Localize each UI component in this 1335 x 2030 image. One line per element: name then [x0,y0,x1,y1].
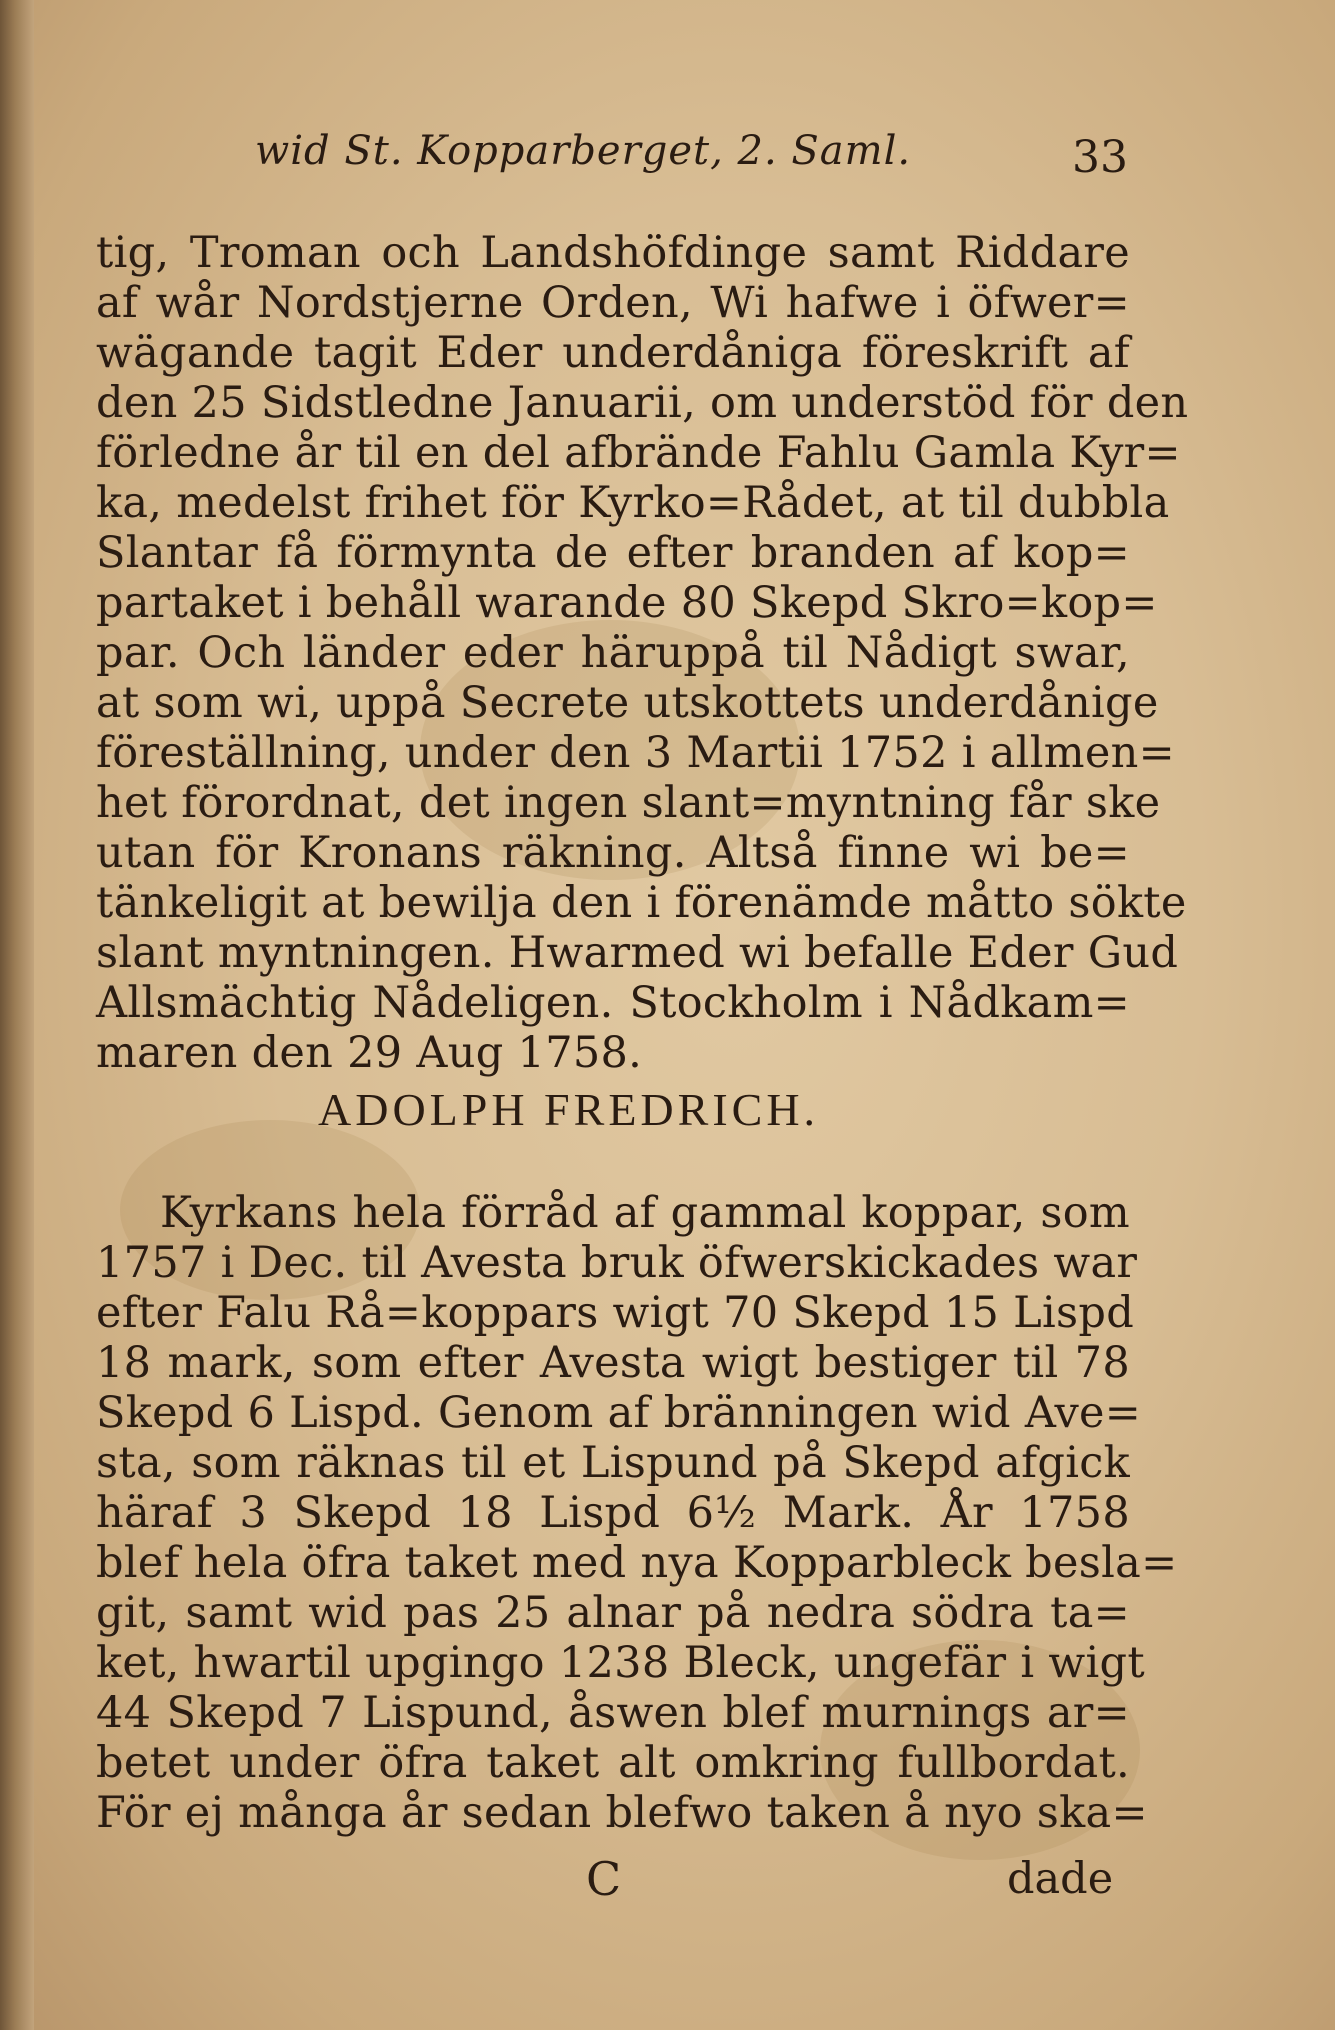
text-line: het förordnat, det ingen slant=myntning får ske [96,778,1161,828]
text-line: par. Och länder eder häruppå til Nådigt swar, [96,628,1130,678]
text-line: wägande tagit Eder underdåniga föreskrift af [96,328,1130,378]
text-line: tig, Troman och Landshöfdinge samt Riddare [96,228,1130,278]
book-spine-shadow [0,0,34,2030]
text-line: efter Falu Rå=koppars wigt 70 Skepd 15 Lispd [96,1288,1135,1338]
text-line: förledne år til en del afbrände Fahlu Gamla Kyr= [96,428,1181,478]
text-line: 1757 i Dec. til Avesta bruk öfwerskickades war [96,1238,1138,1288]
text-line: Allsmächtig Nådeligen. Stockholm i Nådkam= [96,978,1130,1028]
text-line: 18 mark, som efter Avesta wigt bestiger til 78 [96,1338,1130,1388]
signature-mark: C [586,1852,622,1906]
text-line: blef hela öfra taket med nya Kopparbleck besla= [96,1538,1178,1588]
text-line: slant myntningen. Hwarmed wi befalle Eder Gud [96,928,1179,978]
text-line: partaket i behåll warande 80 Skepd Skro=kop= [96,578,1158,628]
text-line: Slantar få förmynta de efter branden af kop= [96,528,1130,578]
text-line: föreställning, under den 3 Martii 1752 i allmen= [96,728,1175,778]
royal-signature: ADOLPH FREDRICH. [318,1084,820,1135]
text-line: maren den 29 Aug 1758. [96,1028,643,1078]
text-line: häraf 3 Skepd 18 Lispd 6½ Mark. År 1758 [96,1488,1130,1538]
text-line: 44 Skepd 7 Lispund, åswen blef murnings ar= [96,1688,1130,1738]
catchword: dade [1007,1854,1114,1904]
text-line: af wår Nordstjerne Orden, Wi hafwe i öfwer= [96,278,1130,328]
text-line: ket, hwartil upgingo 1238 Bleck, ungefär i wigt [96,1638,1145,1688]
text-line: tänkeligit at bewilja den i förenämde måtto sökte [96,878,1187,928]
text-line: at som wi, uppå Secrete utskottets underdånige [96,678,1159,728]
running-title: wid St. Kopparberget, 2. Saml. [255,128,912,174]
text-line: den 25 Sidstledne Januarii, om understöd för den [96,378,1189,428]
page-number: 33 [1072,132,1128,183]
text-line: För ej många år sedan blefwo taken å nyo ska= [96,1788,1148,1838]
text-line: Skepd 6 Lispd. Genom af bränningen wid Ave= [96,1388,1142,1438]
text-line: sta, som räknas til et Lispund på Skepd afgick [96,1438,1130,1488]
text-line: Kyrkans hela förråd af gammal koppar, som [160,1188,1130,1238]
text-line: git, samt wid pas 25 alnar på nedra södra ta= [96,1588,1130,1638]
text-line: ka, medelst frihet för Kyrko=Rådet, at til dubbla [96,478,1170,528]
text-line: utan för Kronans räkning. Altså finne wi be= [96,828,1130,878]
text-line: betet under öfra taket alt omkring fullbordat. [96,1738,1130,1788]
